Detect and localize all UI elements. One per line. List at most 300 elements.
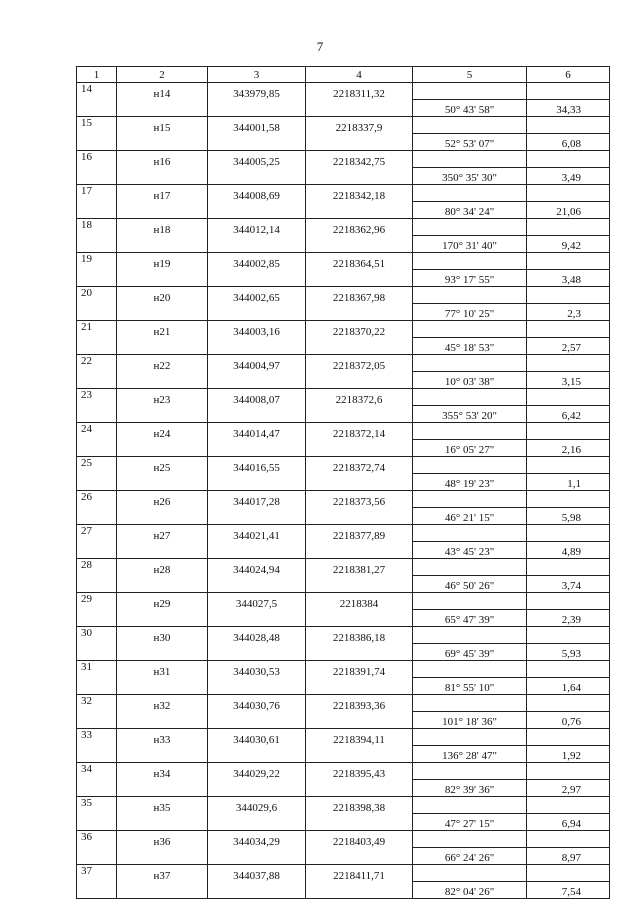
x-coordinate-cell: 344024,94 <box>208 559 306 576</box>
distance-cell: 2,3 <box>527 304 610 321</box>
blank-cell <box>77 236 117 253</box>
y-coordinate-cell: 2218377,89 <box>306 525 413 542</box>
x-coordinate-cell: 344002,85 <box>208 253 306 270</box>
x-coordinate-cell: 344028,48 <box>208 627 306 644</box>
blank-cell <box>208 678 306 695</box>
x-coordinate-cell: 344014,47 <box>208 423 306 440</box>
y-coordinate-cell: 2218391,74 <box>306 661 413 678</box>
blank-cell <box>77 678 117 695</box>
y-coordinate-cell: 2218367,98 <box>306 287 413 304</box>
blank-cell <box>77 168 117 185</box>
blank-cell <box>306 678 413 695</box>
table-row-segment <box>77 372 610 389</box>
y-coordinate-cell: 2218395,43 <box>306 763 413 780</box>
blank-cell <box>208 270 306 287</box>
column-header-5: 5 <box>413 67 527 83</box>
blank-cell <box>117 406 208 423</box>
table-row-point <box>77 695 610 712</box>
table-row-point <box>77 525 610 542</box>
table-row-segment <box>77 270 610 287</box>
angle-cell-empty <box>413 457 527 474</box>
point-number-cell: 21 <box>77 321 117 338</box>
x-coordinate-cell: 344030,61 <box>208 729 306 746</box>
y-coordinate-cell: 2218381,27 <box>306 559 413 576</box>
blank-cell <box>77 304 117 321</box>
blank-cell <box>208 814 306 831</box>
table-row-point <box>77 559 610 576</box>
table-row-segment <box>77 814 610 831</box>
blank-cell <box>306 304 413 321</box>
x-coordinate-cell: 344037,88 <box>208 865 306 882</box>
table-row-point <box>77 83 610 100</box>
blank-cell <box>306 610 413 627</box>
distance-cell: 5,93 <box>527 644 610 661</box>
distance-cell-empty <box>527 389 610 406</box>
x-coordinate-cell: 344008,07 <box>208 389 306 406</box>
blank-cell <box>77 746 117 763</box>
direction-angle-cell: 66° 24' 26" <box>413 848 527 865</box>
table-row-point <box>77 593 610 610</box>
blank-cell <box>306 168 413 185</box>
direction-angle-cell: 93° 17' 55" <box>413 270 527 287</box>
distance-cell-empty <box>527 355 610 372</box>
y-coordinate-cell: 2218373,56 <box>306 491 413 508</box>
table-row-point <box>77 151 610 168</box>
distance-cell: 2,57 <box>527 338 610 355</box>
distance-cell: 2,16 <box>527 440 610 457</box>
blank-cell <box>117 678 208 695</box>
y-coordinate-cell: 2218364,51 <box>306 253 413 270</box>
direction-angle-cell: 45° 18' 53" <box>413 338 527 355</box>
direction-angle-cell: 46° 50' 26" <box>413 576 527 593</box>
blank-cell <box>77 406 117 423</box>
blank-cell <box>306 440 413 457</box>
distance-cell: 1,92 <box>527 746 610 763</box>
distance-cell-empty <box>527 831 610 848</box>
table-row-point <box>77 457 610 474</box>
table-row-point <box>77 253 610 270</box>
blank-cell <box>117 100 208 117</box>
x-coordinate-cell: 344008,69 <box>208 185 306 202</box>
distance-cell: 3,49 <box>527 168 610 185</box>
angle-cell-empty <box>413 695 527 712</box>
blank-cell <box>77 712 117 729</box>
direction-angle-cell: 48° 19' 23" <box>413 474 527 491</box>
distance-cell: 1,64 <box>527 678 610 695</box>
point-name-cell: н22 <box>117 355 208 372</box>
table-row-point <box>77 423 610 440</box>
distance-cell: 6,08 <box>527 134 610 151</box>
angle-cell-empty <box>413 831 527 848</box>
direction-angle-cell: 46° 21' 15" <box>413 508 527 525</box>
distance-cell-empty <box>527 253 610 270</box>
y-coordinate-cell: 2218370,22 <box>306 321 413 338</box>
x-coordinate-cell: 344001,58 <box>208 117 306 134</box>
direction-angle-cell: 355° 53' 20" <box>413 406 527 423</box>
point-name-cell: н33 <box>117 729 208 746</box>
blank-cell <box>208 508 306 525</box>
x-coordinate-cell: 344002,65 <box>208 287 306 304</box>
distance-cell: 3,15 <box>527 372 610 389</box>
distance-cell-empty <box>527 865 610 882</box>
table-row-point <box>77 661 610 678</box>
blank-cell <box>117 644 208 661</box>
direction-angle-cell: 16° 05' 27" <box>413 440 527 457</box>
blank-cell <box>77 270 117 287</box>
blank-cell <box>208 848 306 865</box>
table-row-segment <box>77 576 610 593</box>
distance-cell-empty <box>527 491 610 508</box>
point-number-cell: 34 <box>77 763 117 780</box>
blank-cell <box>117 882 208 899</box>
y-coordinate-cell: 2218386,18 <box>306 627 413 644</box>
direction-angle-cell: 47° 27' 15" <box>413 814 527 831</box>
table-row-point <box>77 219 610 236</box>
blank-cell <box>306 406 413 423</box>
blank-cell <box>306 644 413 661</box>
point-number-cell: 37 <box>77 865 117 882</box>
distance-cell: 3,74 <box>527 576 610 593</box>
table-row-segment <box>77 304 610 321</box>
distance-cell: 0,76 <box>527 712 610 729</box>
blank-cell <box>208 100 306 117</box>
point-number-cell: 30 <box>77 627 117 644</box>
angle-cell-empty <box>413 865 527 882</box>
blank-cell <box>306 372 413 389</box>
table-row-point <box>77 321 610 338</box>
blank-cell <box>208 576 306 593</box>
y-coordinate-cell: 2218311,32 <box>306 83 413 100</box>
angle-cell-empty <box>413 491 527 508</box>
point-number-cell: 31 <box>77 661 117 678</box>
blank-cell <box>77 372 117 389</box>
blank-cell <box>77 338 117 355</box>
distance-cell-empty <box>527 287 610 304</box>
point-name-cell: н28 <box>117 559 208 576</box>
angle-cell-empty <box>413 219 527 236</box>
distance-cell-empty <box>527 559 610 576</box>
point-number-cell: 18 <box>77 219 117 236</box>
table-row-segment <box>77 712 610 729</box>
table-row-point <box>77 729 610 746</box>
y-coordinate-cell: 2218411,71 <box>306 865 413 882</box>
blank-cell <box>77 780 117 797</box>
point-name-cell: н34 <box>117 763 208 780</box>
column-header-6: 6 <box>527 67 610 83</box>
angle-cell-empty <box>413 117 527 134</box>
point-name-cell: н35 <box>117 797 208 814</box>
distance-cell-empty <box>527 219 610 236</box>
angle-cell-empty <box>413 321 527 338</box>
blank-cell <box>208 746 306 763</box>
y-coordinate-cell: 2218384 <box>306 593 413 610</box>
point-name-cell: н36 <box>117 831 208 848</box>
x-coordinate-cell: 344017,28 <box>208 491 306 508</box>
table-row-segment <box>77 406 610 423</box>
angle-cell-empty <box>413 151 527 168</box>
table-row-point <box>77 797 610 814</box>
point-number-cell: 14 <box>77 83 117 100</box>
distance-cell: 6,42 <box>527 406 610 423</box>
blank-cell <box>306 338 413 355</box>
distance-cell-empty <box>527 797 610 814</box>
distance-cell-empty <box>527 321 610 338</box>
point-name-cell: н23 <box>117 389 208 406</box>
blank-cell <box>306 712 413 729</box>
blank-cell <box>77 474 117 491</box>
distance-cell: 1,1 <box>527 474 610 491</box>
point-number-cell: 28 <box>77 559 117 576</box>
blank-cell <box>77 134 117 151</box>
x-coordinate-cell: 344021,41 <box>208 525 306 542</box>
blank-cell <box>77 882 117 899</box>
blank-cell <box>208 406 306 423</box>
blank-cell <box>117 440 208 457</box>
y-coordinate-cell: 2218393,36 <box>306 695 413 712</box>
blank-cell <box>77 848 117 865</box>
blank-cell <box>117 168 208 185</box>
blank-cell <box>306 100 413 117</box>
point-name-cell: н27 <box>117 525 208 542</box>
blank-cell <box>208 610 306 627</box>
point-number-cell: 16 <box>77 151 117 168</box>
blank-cell <box>77 202 117 219</box>
x-coordinate-cell: 344027,5 <box>208 593 306 610</box>
blank-cell <box>77 508 117 525</box>
angle-cell-empty <box>413 83 527 100</box>
blank-cell <box>306 542 413 559</box>
table-row-segment <box>77 134 610 151</box>
column-header-2: 2 <box>117 67 208 83</box>
point-name-cell: н17 <box>117 185 208 202</box>
table-row-point <box>77 491 610 508</box>
table-row-segment <box>77 678 610 695</box>
blank-cell <box>117 508 208 525</box>
point-name-cell: н29 <box>117 593 208 610</box>
blank-cell <box>77 100 117 117</box>
distance-cell-empty <box>527 83 610 100</box>
blank-cell <box>306 202 413 219</box>
table-row-segment <box>77 882 610 899</box>
point-number-cell: 22 <box>77 355 117 372</box>
distance-cell: 5,98 <box>527 508 610 525</box>
table-row-segment <box>77 780 610 797</box>
distance-cell-empty <box>527 763 610 780</box>
table-row-point <box>77 287 610 304</box>
point-number-cell: 32 <box>77 695 117 712</box>
distance-cell-empty <box>527 695 610 712</box>
blank-cell <box>208 134 306 151</box>
blank-cell <box>117 542 208 559</box>
distance-cell: 2,39 <box>527 610 610 627</box>
table-row-point <box>77 763 610 780</box>
blank-cell <box>117 338 208 355</box>
angle-cell-empty <box>413 661 527 678</box>
blank-cell <box>306 508 413 525</box>
blank-cell <box>117 474 208 491</box>
table-row-segment <box>77 236 610 253</box>
table-row-segment <box>77 440 610 457</box>
distance-cell: 6,94 <box>527 814 610 831</box>
y-coordinate-cell: 2218342,75 <box>306 151 413 168</box>
blank-cell <box>306 882 413 899</box>
y-coordinate-cell: 2218403,49 <box>306 831 413 848</box>
distance-cell-empty <box>527 151 610 168</box>
distance-cell-empty <box>527 593 610 610</box>
page-number: 7 <box>316 39 324 54</box>
column-header-3: 3 <box>208 67 306 83</box>
blank-cell <box>306 746 413 763</box>
angle-cell-empty <box>413 355 527 372</box>
angle-cell-empty <box>413 185 527 202</box>
table-row-segment <box>77 338 610 355</box>
blank-cell <box>77 542 117 559</box>
point-number-cell: 29 <box>77 593 117 610</box>
blank-cell <box>117 712 208 729</box>
blank-cell <box>77 644 117 661</box>
point-name-cell: н15 <box>117 117 208 134</box>
table-row-point <box>77 117 610 134</box>
point-number-cell: 20 <box>77 287 117 304</box>
blank-cell <box>208 338 306 355</box>
blank-cell <box>306 576 413 593</box>
blank-cell <box>306 236 413 253</box>
point-number-cell: 19 <box>77 253 117 270</box>
point-number-cell: 33 <box>77 729 117 746</box>
point-name-cell: н16 <box>117 151 208 168</box>
blank-cell <box>208 236 306 253</box>
point-name-cell: н24 <box>117 423 208 440</box>
distance-cell: 8,97 <box>527 848 610 865</box>
blank-cell <box>306 848 413 865</box>
blank-cell <box>117 202 208 219</box>
point-number-cell: 17 <box>77 185 117 202</box>
blank-cell <box>306 270 413 287</box>
direction-angle-cell: 82° 39' 36" <box>413 780 527 797</box>
blank-cell <box>208 372 306 389</box>
distance-cell-empty <box>527 423 610 440</box>
point-number-cell: 36 <box>77 831 117 848</box>
blank-cell <box>208 202 306 219</box>
point-name-cell: н26 <box>117 491 208 508</box>
distance-cell-empty <box>527 185 610 202</box>
blank-cell <box>117 236 208 253</box>
angle-cell-empty <box>413 593 527 610</box>
distance-cell: 34,33 <box>527 100 610 117</box>
distance-cell-empty <box>527 661 610 678</box>
direction-angle-cell: 50° 43' 58" <box>413 100 527 117</box>
blank-cell <box>77 576 117 593</box>
distance-cell: 9,42 <box>527 236 610 253</box>
blank-cell <box>306 474 413 491</box>
blank-cell <box>117 848 208 865</box>
blank-cell <box>208 542 306 559</box>
angle-cell-empty <box>413 729 527 746</box>
y-coordinate-cell: 2218372,6 <box>306 389 413 406</box>
x-coordinate-cell: 344005,25 <box>208 151 306 168</box>
x-coordinate-cell: 344012,14 <box>208 219 306 236</box>
y-coordinate-cell: 2218342,18 <box>306 185 413 202</box>
blank-cell <box>117 746 208 763</box>
point-name-cell: н20 <box>117 287 208 304</box>
point-number-cell: 27 <box>77 525 117 542</box>
distance-cell-empty <box>527 117 610 134</box>
distance-cell-empty <box>527 627 610 644</box>
point-number-cell: 25 <box>77 457 117 474</box>
point-number-cell: 35 <box>77 797 117 814</box>
table-row-point <box>77 627 610 644</box>
direction-angle-cell: 43° 45' 23" <box>413 542 527 559</box>
table-row-segment <box>77 848 610 865</box>
distance-cell-empty <box>527 525 610 542</box>
direction-angle-cell: 69° 45' 39" <box>413 644 527 661</box>
point-name-cell: н25 <box>117 457 208 474</box>
y-coordinate-cell: 2218398,38 <box>306 797 413 814</box>
table-row-segment <box>77 168 610 185</box>
table-row-segment <box>77 474 610 491</box>
direction-angle-cell: 77° 10' 25" <box>413 304 527 321</box>
blank-cell <box>208 304 306 321</box>
x-coordinate-cell: 344029,6 <box>208 797 306 814</box>
distance-cell: 3,48 <box>527 270 610 287</box>
table-row-segment <box>77 202 610 219</box>
blank-cell <box>208 168 306 185</box>
distance-cell: 4,89 <box>527 542 610 559</box>
direction-angle-cell: 170° 31' 40" <box>413 236 527 253</box>
distance-cell: 21,06 <box>527 202 610 219</box>
y-coordinate-cell: 2218394,11 <box>306 729 413 746</box>
x-coordinate-cell: 344004,97 <box>208 355 306 372</box>
table-row-segment <box>77 508 610 525</box>
point-name-cell: н14 <box>117 83 208 100</box>
point-name-cell: н32 <box>117 695 208 712</box>
point-number-cell: 15 <box>77 117 117 134</box>
angle-cell-empty <box>413 287 527 304</box>
blank-cell <box>117 304 208 321</box>
x-coordinate-cell: 344003,16 <box>208 321 306 338</box>
direction-angle-cell: 80° 34' 24" <box>413 202 527 219</box>
x-coordinate-cell: 344030,53 <box>208 661 306 678</box>
x-coordinate-cell: 344030,76 <box>208 695 306 712</box>
direction-angle-cell: 136° 28' 47" <box>413 746 527 763</box>
column-header-4: 4 <box>306 67 413 83</box>
direction-angle-cell: 101° 18' 36" <box>413 712 527 729</box>
table-row-segment <box>77 610 610 627</box>
point-name-cell: н18 <box>117 219 208 236</box>
point-number-cell: 23 <box>77 389 117 406</box>
blank-cell <box>77 814 117 831</box>
blank-cell <box>117 610 208 627</box>
direction-angle-cell: 350° 35' 30" <box>413 168 527 185</box>
point-name-cell: н31 <box>117 661 208 678</box>
table-row-segment <box>77 746 610 763</box>
blank-cell <box>208 712 306 729</box>
blank-cell <box>117 576 208 593</box>
point-number-cell: 26 <box>77 491 117 508</box>
table-row-segment <box>77 542 610 559</box>
distance-cell-empty <box>527 457 610 474</box>
blank-cell <box>117 372 208 389</box>
direction-angle-cell: 81° 55' 10" <box>413 678 527 695</box>
table-row-point <box>77 831 610 848</box>
point-name-cell: н21 <box>117 321 208 338</box>
direction-angle-cell: 65° 47' 39" <box>413 610 527 627</box>
table-row-point <box>77 185 610 202</box>
blank-cell <box>77 440 117 457</box>
angle-cell-empty <box>413 389 527 406</box>
angle-cell-empty <box>413 423 527 440</box>
blank-cell <box>77 610 117 627</box>
